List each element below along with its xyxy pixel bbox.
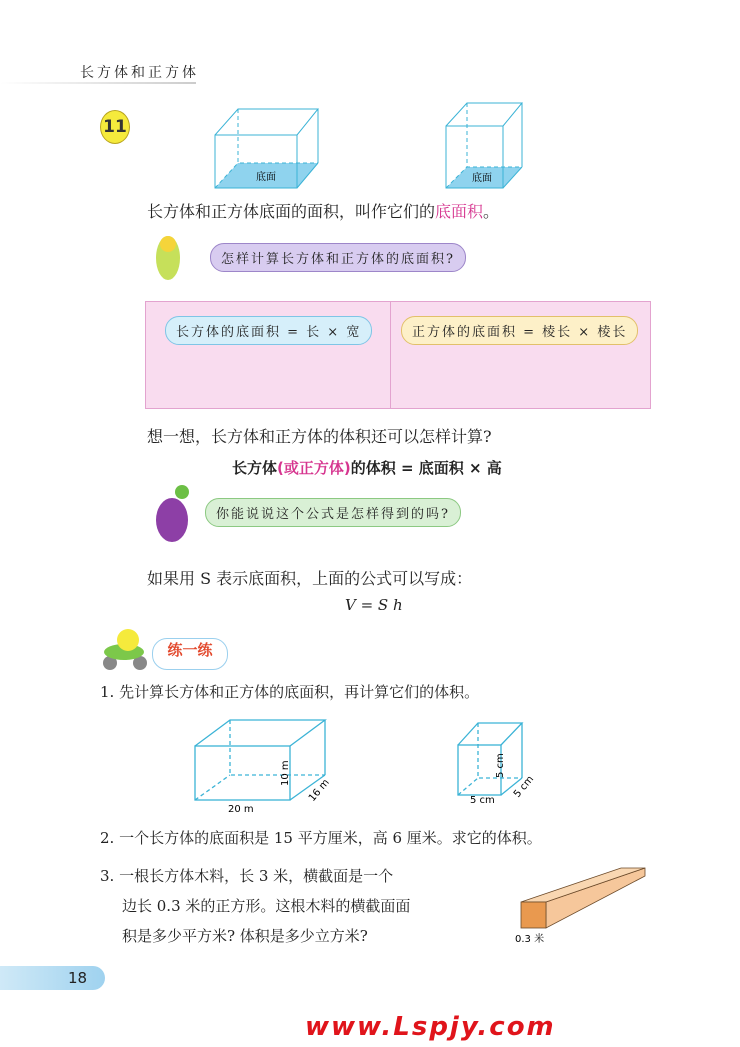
exercise-cube — [458, 723, 522, 795]
symbol-explanation: 如果用 S 表示底面积，上面的公式可以写成： — [147, 569, 473, 588]
eggplant-character-icon — [156, 485, 189, 542]
cuboid-base-formula-bubble: 长方体的底面积 = 长 × 宽 — [165, 316, 372, 345]
wood-beam — [521, 868, 645, 928]
eggplant-speech-bubble: 你能说说这个公式是怎样得到的吗? — [205, 498, 461, 527]
beam-label: 0.3 米 — [515, 934, 545, 945]
question-3-line-1: 3. 一根长方体木料，长 3 米，横截面是一个 — [100, 867, 394, 885]
cube-height-label: 5 cm — [495, 753, 506, 778]
volume-formula: 长方体(或正方体)的体积 = 底面积 × 高 — [232, 459, 502, 477]
panel-divider — [390, 302, 391, 408]
page-number: 18 — [0, 966, 105, 990]
volume-equation: V = S h — [345, 596, 403, 614]
base-label-cube: 底面 — [472, 173, 492, 184]
think-question: 想一想，长方体和正方体的体积还可以怎样计算? — [147, 427, 492, 446]
cube-length-label: 5 cm — [470, 795, 495, 806]
question-3-line-2: 边长 0.3 米的正方形。这根木料的横截面面 — [122, 897, 411, 915]
example-number-badge: 11 — [100, 110, 130, 144]
cuboid-length-label: 20 m — [228, 804, 254, 815]
base-label-cuboid: 底面 — [256, 172, 276, 183]
exercise-cuboid — [195, 720, 325, 800]
question-2: 2. 一个长方体的底面积是 15 平方厘米，高 6 厘米。求它的体积。 — [100, 829, 542, 847]
cuboid-height-label: 10 m — [280, 760, 291, 786]
cube-width-label: 5 cm — [511, 773, 537, 800]
corn-speech-bubble: 怎样计算长方体和正方体的底面积? — [210, 243, 466, 272]
question-3-line-3: 积是多少平方米? 体积是多少立方米? — [122, 927, 368, 945]
practice-title: 练一练 — [152, 638, 228, 670]
cube-base-formula-bubble: 正方体的底面积 = 棱长 × 棱长 — [401, 316, 638, 345]
chapter-title: 长方体和正方体 — [80, 65, 199, 81]
chick-motorbike-icon — [103, 629, 147, 670]
corn-character-icon — [156, 236, 180, 280]
term-base-area: 底面积 — [435, 202, 484, 221]
watermark: www.Lspjy.com — [305, 1012, 556, 1042]
cuboid-width-label: 16 m — [306, 777, 332, 804]
definition-text: 长方体和正方体底面的面积，叫作它们的底面积。 — [147, 202, 500, 221]
question-1: 1. 先计算长方体和正方体的底面积，再计算它们的体积。 — [100, 683, 480, 701]
